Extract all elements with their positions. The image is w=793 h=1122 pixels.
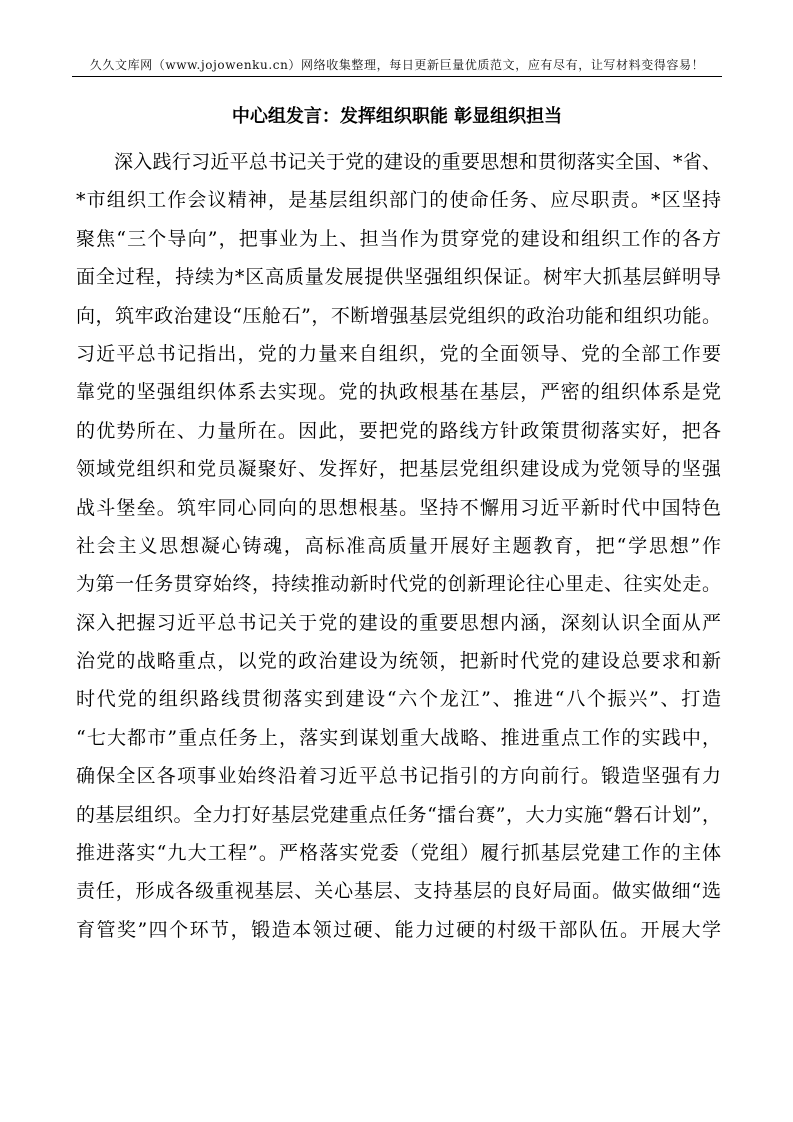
body-line: 为第一任务贯穿始终，持续推动新时代党的创新理论往心里走、往实处走。 <box>76 573 721 596</box>
body-line: “七大都市”重点任务上，落实到谋划重大战略、推进重点工作的实践中， <box>76 726 721 749</box>
body-line: 推进落实“九大工程”。严格落实党委（党组）履行抓基层党建工作的主体 <box>76 842 721 865</box>
body-line: 治党的战略重点，以党的政治建设为统领，把新时代党的建设总要求和新 <box>76 650 721 673</box>
body-line: *市组织工作会议精神，是基层组织部门的使命任务、应尽职责。*区坚持 <box>76 189 721 212</box>
body-line: 习近平总书记指出，党的力量来自组织，党的全面领导、党的全部工作要 <box>76 342 721 365</box>
header-divider <box>72 76 722 77</box>
body-line: 靠党的坚强组织体系去实现。党的执政根基在基层，严密的组织体系是党 <box>76 381 721 404</box>
body-line: 深入践行习近平总书记关于党的建设的重要思想和贯彻落实全国、*省、 <box>114 151 721 173</box>
body-line: 责任，形成各级重视基层、关心基层、支持基层的良好局面。做实做细“选 <box>76 880 721 903</box>
body-line: 深入把握习近平总书记关于党的建设的重要思想内涵，深刻认识全面从严 <box>76 611 721 634</box>
body-line: 时代党的组织路线贯彻落实到建设“六个龙江”、推进“八个振兴”、打造 <box>76 688 721 711</box>
body-line: 的基层组织。全力打好基层党建重点任务“擂台赛”，大力实施“磐石计划”， <box>76 803 721 826</box>
body-line: 确保全区各项事业始终沿着习近平总书记指引的方向前行。锻造坚强有力 <box>76 765 721 788</box>
body-line: 社会主义思想凝心铸魂，高标准高质量开展好主题教育，把“学思想”作 <box>76 534 721 557</box>
body-line: 聚焦“三个导向”，把事业为上、担当作为贯穿党的建设和组织工作的各方 <box>76 227 721 250</box>
body-line: 领域党组织和党员凝聚好、发挥好，把基层党组织建设成为党领导的坚强 <box>76 458 721 481</box>
body-line: 面全过程，持续为*区高质量发展提供坚强组织保证。树牢大抓基层鲜明导 <box>76 266 721 289</box>
document-body <box>76 143 721 949</box>
page-header-text: 久久文库网（www.jojowenku.cn）网络收集整理，每日更新巨量优质范文，应有尽有，让写材料变得容易！ <box>89 58 705 72</box>
body-line: 向，筑牢政治建设“压舱石”，不断增强基层党组织的政治功能和组织功能。 <box>76 304 721 327</box>
body-line: 的优势所在、力量所在。因此，要把党的路线方针政策贯彻落实好，把各 <box>76 419 721 442</box>
document-title: 中心组发言：发挥组织职能 彰显组织担当 <box>231 106 563 127</box>
body-line: 战斗堡垒。筑牢同心同向的思想根基。坚持不懈用习近平新时代中国特色 <box>76 496 721 519</box>
body-line: 育管奖”四个环节，锻造本领过硬、能力过硬的村级干部队伍。开展大学 <box>76 918 721 941</box>
